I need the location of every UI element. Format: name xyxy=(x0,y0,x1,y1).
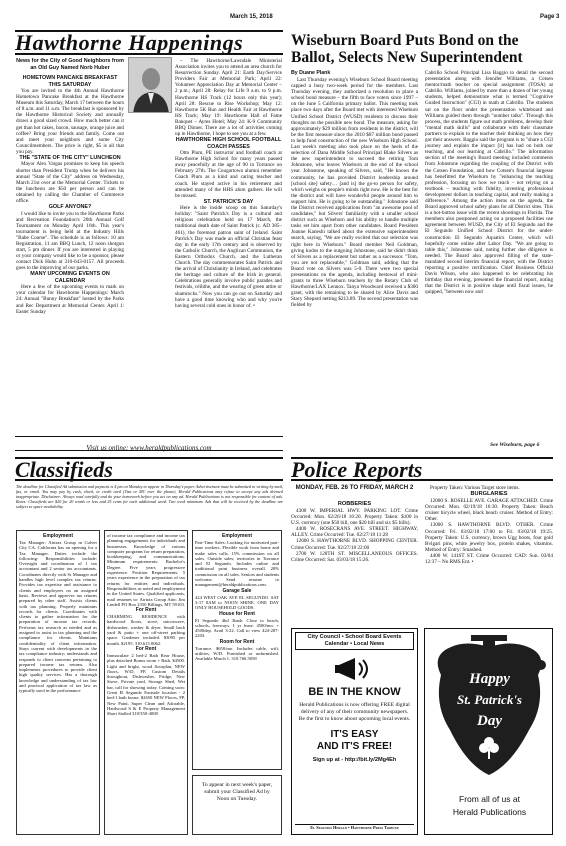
section-heading: For Rent xyxy=(135,645,157,652)
classifieds-intro: The deadline for Classified Ad submission and payment is 4 pm on Monday to appear in Thursday's paper. Advertisement must be submitted in writing by mail, fax, or email. You may pay by cash, check, or credit card (Visa or MC over the phone). Herald Publications may refuse to accept any ads deemed inappropriate. Disclaimer: Always read carefully and do your homework before you act on any ad. Herald Publications is not responsible for content of ads. Rates: Classifieds are $20 for 20 words or less and 25 cents for each additional word. Two week minimum. Ads that will be received by the deadline are subject to space availability. xyxy=(16,484,283,509)
paragraph: El Segundo 4bd 3bath. Close to beach, schools, freeways. 1 yr lease. 4500/mo. + 4500dep. Avail 3-22. Call to view 424-287-2203. xyxy=(195,617,279,639)
wiseburn-byline: By Duane Plank xyxy=(291,70,331,76)
section-heading: Employment xyxy=(221,533,252,539)
megaphone-icon xyxy=(335,654,375,684)
paragraph: Tax Manager: Airtrax Group in Culver City CA. California has an opening for a Tax Manager. Duties include the following: Responsibilities include: Oversight and coordination of 1 tax accountant and 2 senior tax accountants. Coordinates directly with Sr Manager and handles high level complex tax returns. Provides tax expertise and assistance to clients and employees on an assigned basis. Reviews and approves tax returns prepared by other staff. Assists clients with tax planning. Properly maintains records for clients. Coordinates with clients to gather information for the preparation of income tax records. Performs tax research as needed and as assigned to assist in tax planning and the compliance for clients. Maintains confidentiality of client information. Stays current with developments in the tax compliance industry; understands and responds to client concerns pertaining to prepared income tax returns. Also implements procedures to provide client high quality services. Has a thorough knowledge and understanding of tax law and practical application of tax law as typically used in the performance xyxy=(19,540,97,694)
section-heading: Room for Rent xyxy=(219,638,255,645)
paragraph: 12600 S. HAWTHORNE BLVD. SHOPPING CENTER. Crime Occurred: Tue. 02/27/18 22:00 xyxy=(291,538,418,551)
section-heading: BURGLARIES xyxy=(470,491,508,498)
bix-footer: El Segundo Herald • Hawthorne Press Tribune xyxy=(295,824,414,831)
hawthorne-column-1 xyxy=(16,58,124,315)
paragraph: Here a few of the upcoming events to mark on your calendar for Hawthorne Happenings: March 24: Annual "Bunny Breakfast" hosted by the Parks and Rec Department at Memorial Center. April 1: Easter Sunday xyxy=(16,284,124,315)
section-heading: Employment xyxy=(42,533,73,539)
section-heading: For Rent xyxy=(135,607,157,614)
police-column-1 xyxy=(291,501,418,563)
paragraph: 4400 W. ROSECRANS AVE. STREET. HIGHWAY, ALLEY. Crime Occurred: Tue. 02/27/18 11:28 xyxy=(291,526,418,539)
paragraph: Torrance. $650/mo. Includes cable, wifi, utilities, W/D. Furnished or unfurnished. Available March 1. 310.766.5058 xyxy=(195,645,279,662)
paragraph: I would like to invite you to the Hawthorne Parks and Recreation Foundation's 20th Annual Golf Tournament on Monday April 16th. This year's tournament is being held at the Industry Hills "Babe Course". The schedule is as follows: 10 am Registration, 11 am BBQ Lunch, 12 noon shotgun start, 5 pm dinner. If you are interested in playing or your company would like to be a sponsor, please contact Dick Huhn at 310-643-0157. All proceeds goes to the improving of our parks. xyxy=(16,210,124,272)
shamrock-icon xyxy=(477,735,501,759)
section-heading: House for Rent xyxy=(219,610,255,617)
hawthorne-title: Hawthorne Happenings xyxy=(15,30,244,55)
paragraph: of income tax compliance and income tax planning engagements for individuals and businesses. Knowledge of various computer programs for return preparation, bookkeeping, and communications. Minimum requirements: Bachelor's Degree. Five years progressive experience. Position Requirements: 5 years experience in the preparation of tax returns for entities and individuals. Responsibilities as noted and employment in the United States. Qualified applicants, mail resumes to: Airtrax Group Attn: Jim Lindell PO Box 2350 Billings, MT 59103. xyxy=(107,533,186,607)
bix-cta-1: IT'S EASY xyxy=(330,729,379,740)
st-patricks-from: From all of us at xyxy=(459,794,520,804)
bix-title: BE IN THE KNOW xyxy=(308,686,401,698)
section-heading: HOMETOWN PANCAKE BREAKFAST THIS SATURDAY xyxy=(22,75,118,88)
wiseburn-continued: See Wiseburn, page 6 xyxy=(490,442,540,448)
wiseburn-column-1: Last Thursday evening's Wiseburn School Board meeting capped a busy two-week period for the members. Last Thursday evening, they authorized a resolution to place a school bond measure – the fifth to face voters since 1997 – on the June 5 California primary ballot. This meeting took place two days after the Board met with interested Wiseburn Unified School District (WUSD) residents to discuss their thoughts on the possible new bond. The measure, asking for approximately $29 million from residents in the district, will be the first measure since the 2010 $87 million bond passed to help fund construction of the new Wiseburn High School. Last week's meeting also took place on the heels of the selection of Dana Middle School Principal Blake Silvers as the new superintendent to succeed the retiring Tom Johnstone, who leaves Wiseburn at the end of the school year. Johnstone, speaking of Silvers, said, "He knows the community, he has provided District leadership around [school site] safety… [and is] the go-to person for safety, which weighs on people's minds right now. He is the best for the district and will have wonderful people around him to support him. He is going to be outstanding." Johnstone said the District received applications from "an awesome pool of candidates," but Silvers' familiarity with a smaller school district such as Wiseburn and his ability to handle multiple tasks set him apart from other candidates. Board President Joanne Kaneshi talked about the extensive superintendent search, saying, "We are really excited that our selection was right here in Wiseburn." Board member Neil Goldman, giving kudos to the outgoing Johnstone, said he didn't think of Silvers as a replacement but rather as a successor. "Tom, you are not replaceable," Goldman said, adding that the Board vote on Silvers was 5-0. There were two special presentations on the agenda, including bestowal of mini-grants to three Wiseburn teachers by the Rotary Club of Hawthorne/LAX Lennox. Tanya Woodward received a $300 grant, with the remaining to be shared by Alice Davis and Stacy Shepard netting $213.89. The second presentation was fielded by xyxy=(291,77,418,309)
paragraph: 2700 W. 120TH ST. MISCELLANEOUS OFFICES. Crime Occurred: Sat. 03/03/18 15:26. xyxy=(291,550,418,563)
bix-body: Herald Publications is now offering FREE digital delivery of any of their community newspapers. Be the first to know about upcoming local events. xyxy=(298,702,411,722)
section-heading: Garage Sale xyxy=(222,587,252,594)
classifieds-title-bar xyxy=(15,457,283,481)
paragraph: CHARMING RESIDENCE with hardwood floors, stove, microwave, dishwasher, washer & dryer. Small back yard & patio + one off-street parking space. Gardener included. $3095 per month. $2195. 310.615.0062. xyxy=(107,614,185,646)
bix-topline: City Council • School Board Events Calendar • Local News xyxy=(295,632,414,650)
classifieds-deadline-box xyxy=(192,775,282,835)
paragraph: Here is the inside scoop on this Saturday's holiday: "Saint Patrick's Day is a cultural and religious celebration held on 17 March, the traditional death date of Saint Patrick (c. AD 385–461), the foremost patron saint of Ireland. Saint Patrick's Day was made an official Christian feast day in the early 17th century and is observed by the Catholic Church, the Anglican Communion, the Eastern Orthodox Church, and the Lutheran Church. The day commemorates Saint Patrick and the arrival of Christianity in Ireland, and celebrates the heritage and culture of the Irish in general. Celebrations generally involve public parades and festivals, céilithe, and the wearing of green attire or shamrocks." Now you can go out on Saturday and have a good time knowing who and why you're having several cold ones in honor of. • xyxy=(175,205,282,309)
paragraph: Part-Time Sales: Looking for motivated part-time workers. Flexible work from home and make sales calls. 15% commission on all sales. Outside sales; territories in Torrance and El Segundo. Includes online and traditional print business overall. 20% commission on all sales. Seniors and students welcome. Send resume to management@heraldpublications.com. xyxy=(195,540,279,588)
section-heading: ST. PATRICK'S DAY xyxy=(203,198,254,205)
police-column-2 xyxy=(425,485,553,565)
section-heading: GOLF ANYONE? xyxy=(48,204,92,211)
paragraph: 12000 S. ROSELLE AVE. GARAGE ATTACHED. Crime Occurred: Mon. 02/19/18 16:30. Property Taken: Beach cruiser bicycle wheel, black beach cruiser. Method of Entry: Other. xyxy=(425,498,553,523)
be-in-the-know-ad xyxy=(291,628,418,835)
hawthorne-column-2 xyxy=(175,58,282,309)
paragraph: 4300 W. IMPERIAL HWY. PARKING LOT. Crime Occurred: Mon. 02/26/18 16:20. Property Taken: $100 in U.S. currency (one $50 bill, one $20 bill and six $5 bills). xyxy=(291,508,418,527)
hawthorne-tagline: News for the City of Good Neighbors from an Old Guy Named Norb Huber xyxy=(16,58,124,71)
st-patricks-ad xyxy=(424,628,553,835)
st-patricks-art xyxy=(431,635,548,785)
paragraph: – The Hawthorne/Lawndale Ministerial Association invites you to attend an area church for Resurrection Sunday. April 21: Earth Day/Service Providers Fair at Memorial Park; April 22: Volunteer Appreciation Day at Memorial Center – 2 p.m.; April 28: Relay for Life 9 a.m. to 9 p.m. Hawthorne HS Track (12 hours only this year); April 28: Rescue to Rise Workshop; May 12: Hawthorne 5K Run and Health Fair at Hawthorne HS Track; May 19: Hawthorne Hall of Fame Banquet – Ayres Hotel; May 24: K-9 Community BBQ Dinner. There are a lot of activities coming up in Hawthorne, I hope to see you at a few. xyxy=(175,58,282,138)
wiseburn-column-2: Cabrillo School Principal Lisa Baggio to detail the second presentation along with Jennifer Williams, a Cotsen mentor/math teacher on special assignment (TOSA) at Cabrillo. Williams, joined by more than a dozen of her young students, helped demonstrate what is termed "Cognitive Guided Instruction" (CGI) in math at Cabrillo. The students sat on the floor under the presentation whiteboard and Williams guided them through "number talks". Through this process, the students figure out math problems, develop their "mental math skills" and collaborate with their classmate partners to explain to the teacher their thinking on how they got their answers. Baggio said the program is to "share a CGI journey and explain the impact [it] has had on both our teaching, and our learning at Cabrillo." The information section of the meeting's Board meeting included comments from Johnstone regarding the coupling of the District with the Cotsen Foundation, and how Cotsen's financial largesse has benefitted the Wiseburn by "enhancing the teaching profession, focusing on how we teach – not relying on a textbook – teaching with fidelity, investing professional development dollars in teaching capital, and really making a difference." Among the action items on the agenda, the Board approved school safety plans for all District sites. This is a hot-button issue with the recent shootings in Florida. The members also postponed acting on a proposed facilities use agreement between WUSD, the City of El Segundo and the El Segundo Unified School District for the under-construction El Segundo Aquatics Center, which will hopefully come online after Labor Day. "We are going to table this," Johnstone said, noting further due diligence is needed. The Board also approved filling of the state-mandated second interim financial report, with the District reporting a positive certification. Chief Business Official Davis Wilson, who also happened to be celebrating his birthday that evening, presented the financial report, noting that the District is in positive shape until fiscal issues, he quipped, "between now and xyxy=(425,70,553,296)
section-heading: THE "STATE OF THE CITY" LUNCHEON xyxy=(19,155,121,162)
paragraph: 424 WEST OAK AVE EL SEGUNDO. SAT 3-17 8AM to NOON SHINE. ONE DAY ONLY HOUSEHOLD GOODS. xyxy=(195,594,279,611)
visit-online xyxy=(15,436,283,451)
wiseburn-headline: Wiseburn Board Puts Bond on the Ballot, Selects New Superintendent xyxy=(291,32,523,66)
classifieds-column-2 xyxy=(104,530,188,835)
classifieds-column-1 xyxy=(16,530,100,835)
visit-online-text: Visit us online: www.heraldpublications.com xyxy=(86,444,212,452)
columnist-photo xyxy=(128,57,172,113)
classifieds-deadline-text: To appear in next week's paper, submit your Classified Ad by Noon on Tuesday. xyxy=(201,782,273,802)
paragraph: Otto Plum, PE instructor and football coach at Hawthorne High School for many years passed away peacefully at the age of 90 in Torrance on February 27th. The Cougartown alumni remember Coach Plum as a kind and caring teacher and coach. He stayed active in his retirement and attended many of the HHS alum gathers. He will be missed. xyxy=(175,150,282,199)
police-dates: MONDAY, FEB. 26 TO FRIDAY, MARCH 2 xyxy=(295,484,414,491)
page-number: Page 3 xyxy=(540,14,560,20)
classifieds-column-3 xyxy=(192,530,282,770)
paragraph: You are invited to the 4th Annual Hawthorne Hometown Pancake Breakfast at the Hawthorne Museum this Saturday, March 17 between the hours of 8 a.m. and 11 a.m. The breakfast is sponsored by the Hawthorne Historical Society and annually draws a good sized crowd. How much better can it get than hot cakes, bacon, sausage, orange juice and coffee? Bring your friends and family. Come out and meet your neighbors and some City Councilmembers. The price is right, $5 is all that you pay. xyxy=(16,88,125,155)
paragraph: Immaculate 2 bed-2 Bath Rear House, plus detached Bonus room + Bath. $4500. Light and bright, wood floorplan, NEW floors, W/D, FP, Custom Details throughout, Dishwasher, Fridge, New Stove, Private yard, Storage Shed, Wet bar, call for showing today. Coming soon: Great El Segundo Eastside location - 2 bed-1 bath house. $2650 NEW Floors, FP, New Paint, Super Clean and Adorable, Hardwood S & E Property Management Short Stalled 310/350-4008 xyxy=(107,652,185,717)
paragraph: Mayor Alex Vargas promises to keep his speech shorter than President Trump when he delivers his annual "State of the City" address on Wednesday, March 21st over at the Memorial Center. Tickets to the luncheon are $50 per person and can be obtained by calling the Chamber of Commerce office. xyxy=(16,161,124,204)
st-patricks-name: St. Patrick's xyxy=(456,692,522,707)
bix-signup-link[interactable]: Sign up at - http://bit.ly/2Mg4Eh xyxy=(312,757,397,763)
section-heading: HAWTHORNE HIGH SCHOOL FOOTBALL COACH PASSES xyxy=(175,137,282,150)
page-header-date: March 15, 2018 xyxy=(230,14,273,20)
section-heading: MANY UPCOMING EVENTS ON CALENDAR xyxy=(30,271,110,284)
classifieds-title: Classifieds xyxy=(15,457,113,482)
st-patricks-happy: Happy xyxy=(469,671,510,687)
police-title: Police Reports xyxy=(291,457,423,482)
section-heading: ROBBERIES xyxy=(337,501,372,507)
paragraph: 13000 S. HAWTHORNE BLVD. OTHER. Crime Occurred: Fri. 03/02/18 17:00 to Fri. 03/02/18 19:25. Property Taken: U.S. currency, brown Ugg boots, four gold Bvlgari pins, white jewelry box, protein shakes, vitamins. Method of Entry: Smashed. xyxy=(425,522,553,553)
st-patricks-herald: Herald Publications xyxy=(452,807,527,817)
police-title-bar xyxy=(291,457,553,481)
paragraph: Property Taken: Various Target store items. xyxy=(430,485,520,491)
bix-cta-2: AND IT'S FREE! xyxy=(316,741,393,752)
paragraph: 4400 W. 141ST ST. Crime Occurred: CAD: Sun. 03/04 12:37 – No RMS Ent. • xyxy=(425,552,553,566)
st-patricks-day: Day xyxy=(477,713,502,729)
hawthorne-title-bar xyxy=(15,30,283,55)
